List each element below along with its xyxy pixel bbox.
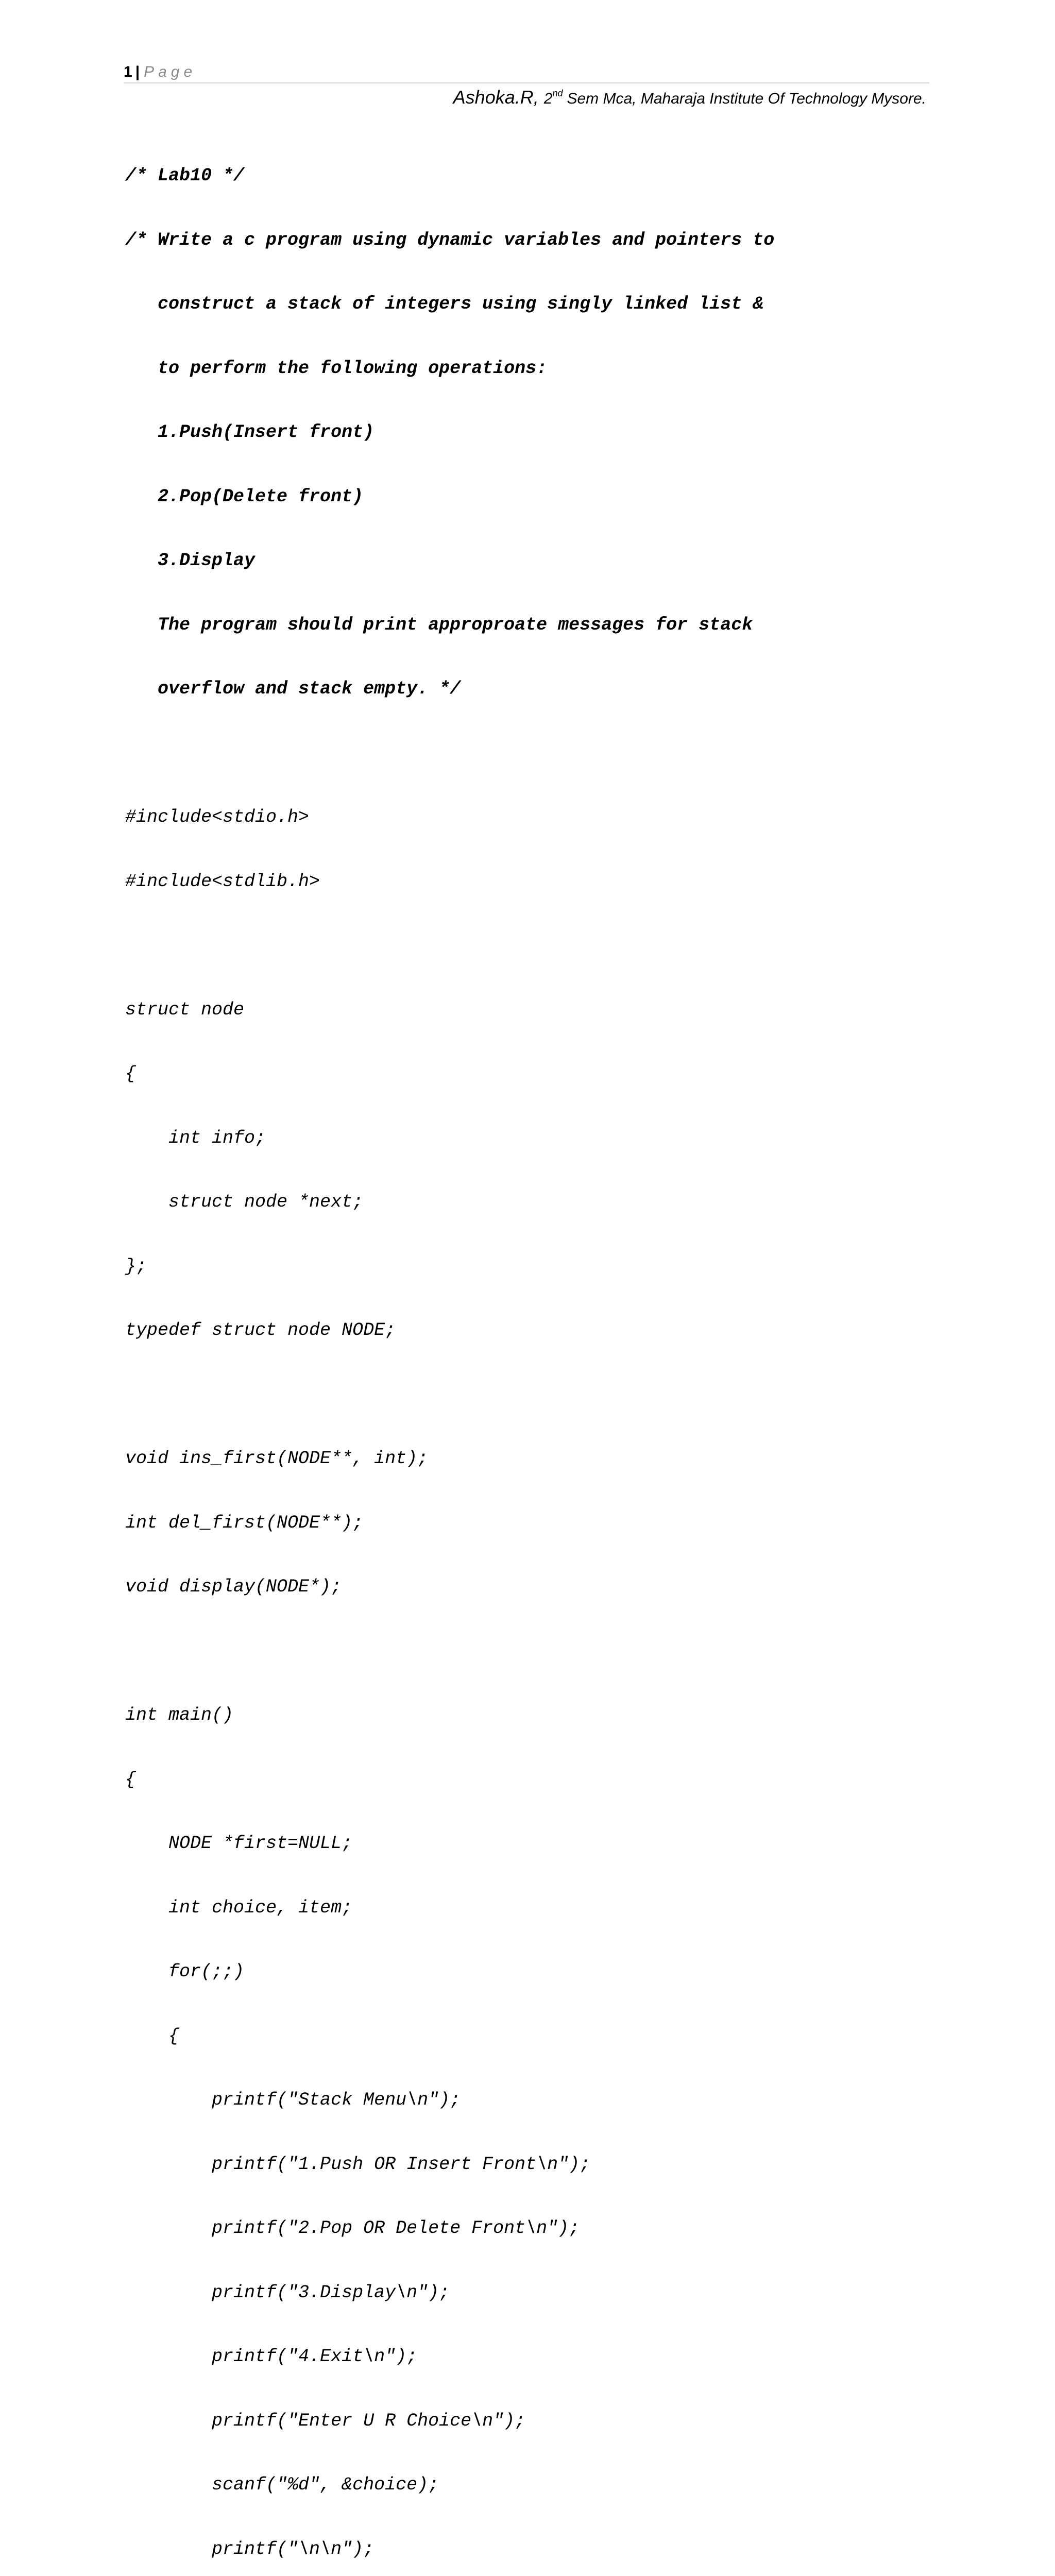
code-line: #include<stdio.h> [125, 807, 310, 827]
code-line [125, 1641, 839, 1663]
code-line [125, 743, 839, 765]
code-line: int choice, item; [125, 1897, 353, 1918]
code-line [125, 1384, 839, 1406]
code-line: The program should print approproate messages for stack [125, 614, 753, 635]
code-line: int del_first(NODE**); [125, 1512, 364, 1533]
code-line: { [125, 1769, 137, 1790]
code-line: { [125, 2025, 180, 2046]
code-line: void display(NODE*); [125, 1577, 342, 1597]
header-author-line [453, 87, 926, 108]
page-number-separator: | [135, 63, 140, 80]
code-line: typedef struct node NODE; [125, 1320, 396, 1341]
code-line: #include<stdlib.h> [125, 871, 320, 892]
code-line: { [125, 1063, 137, 1084]
code-line: printf("\n\n"); [125, 2538, 375, 2560]
code-line: 2.Pop(Delete front) [125, 486, 364, 507]
code-line: printf("2.Pop OR Delete Front\n"); [125, 2218, 580, 2239]
header-divider [124, 82, 929, 83]
page-label: Page [144, 63, 197, 80]
code-listing [125, 123, 839, 2576]
code-line: for(;;) [125, 1961, 245, 1982]
code-line: int main() [125, 1705, 234, 1725]
code-line: construct a stack of integers using singly linked list & [125, 294, 764, 314]
code-line: printf("4.Exit\n"); [125, 2346, 418, 2367]
code-line: printf("Enter U R Choice\n"); [125, 2410, 526, 2431]
code-line: /* Lab10 */ [125, 165, 245, 186]
code-line: to perform the following operations: [125, 358, 548, 379]
code-line: struct node *next; [125, 1192, 364, 1212]
code-line: 3.Display [125, 550, 256, 571]
author-name: Ashoka.R, [453, 87, 539, 108]
code-line: printf("3.Display\n"); [125, 2282, 450, 2303]
code-line: int info; [125, 1127, 266, 1148]
code-line [125, 935, 839, 957]
page-number [124, 63, 196, 81]
semester-suffix: nd [552, 88, 563, 98]
page-number-value: 1 [124, 63, 132, 80]
code-line: scanf("%d", &choice); [125, 2475, 439, 2495]
code-line: 1.Push(Insert front) [125, 422, 375, 443]
code-line: overflow and stack empty. */ [125, 679, 461, 699]
code-line: printf("Stack Menu\n"); [125, 2090, 461, 2110]
code-line: NODE *first=NULL; [125, 1833, 353, 1854]
code-line: struct node [125, 999, 245, 1020]
code-line: printf("1.Push OR Insert Front\n"); [125, 2154, 591, 2175]
semester-number: 2 [543, 90, 553, 107]
code-line: }; [125, 1256, 147, 1277]
code-line: void ins_first(NODE**, int); [125, 1448, 429, 1469]
author-affiliation: Sem Mca, Maharaja Institute Of Technology Mysore. [567, 90, 926, 107]
code-line: /* Write a c program using dynamic variables and pointers to [125, 229, 775, 250]
